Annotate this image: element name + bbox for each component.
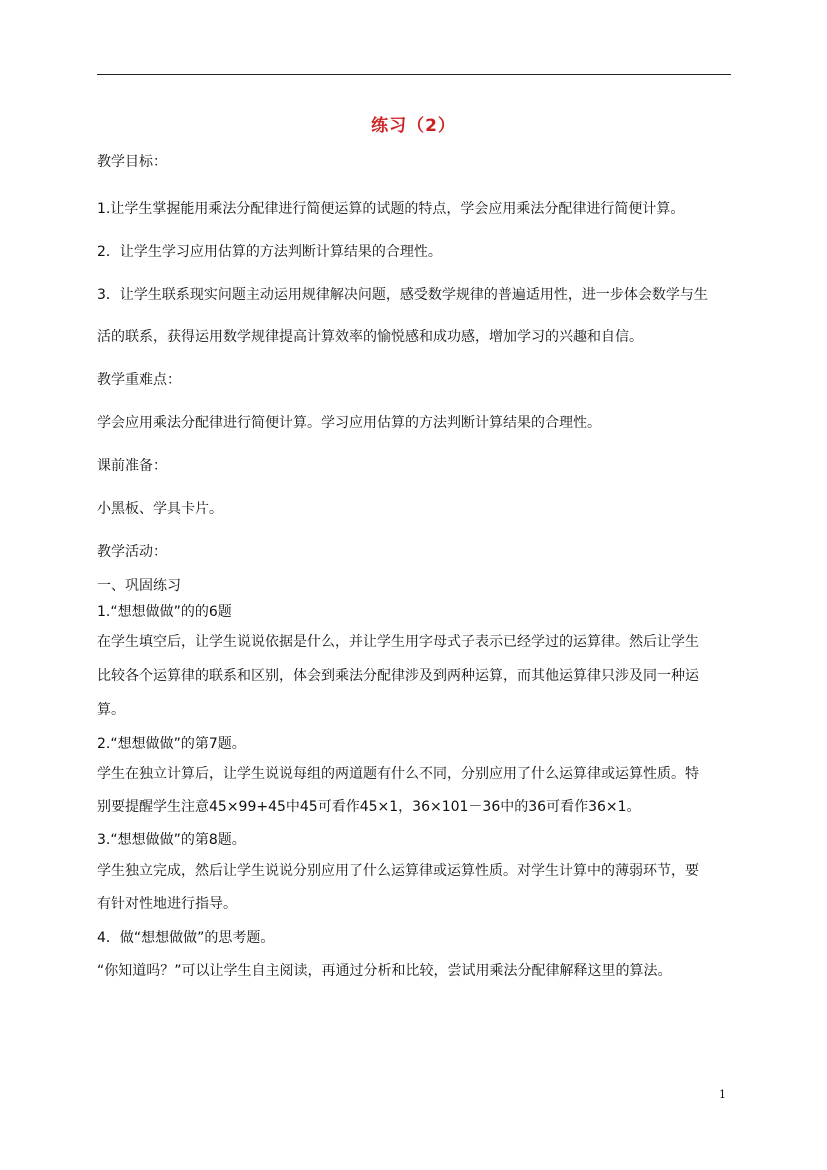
paragraph-line: 3．让学生联系现实问题主动运用规律解决问题，感受数学规律的普遍适用性，进一步体会数学与生 xyxy=(97,287,708,303)
paragraph-line: “你知道吗？”可以让学生自主阅读，再通过分析和比较，尝试用乘法分配律解释这里的算法。 xyxy=(97,963,672,979)
paragraph-line: 2．让学生学习应用估算的方法判断计算结果的合理性。 xyxy=(97,244,442,260)
paragraph-line: 学会应用乘法分配律进行简便计算。学习应用估算的方法判断计算结果的合理性。 xyxy=(97,415,601,431)
paragraph-line: 在学生填空后，让学生说说依据是什么，并让学生用字母式子表示已经学过的运算律。然后让学生 xyxy=(97,634,699,650)
subsection-heading: 一、巩固练习 xyxy=(97,578,181,594)
exercise-heading: 1.“想想做做”的的6题 xyxy=(97,604,232,620)
paragraph-line: 别要提醒学生注意45×99+45中45可看作45×1，36×101－36中的36可看作36×1。 xyxy=(97,799,641,815)
paragraph-line: 有针对性地进行指导。 xyxy=(97,896,237,912)
paragraph-line: 活的联系，获得运用数学规律提高计算效率的愉悦感和成功感，增加学习的兴趣和自信。 xyxy=(97,329,643,345)
paragraph-line: 学生独立完成，然后让学生说说分别应用了什么运算律或运算性质。对学生计算中的薄弱环节，要 xyxy=(97,863,699,879)
section-heading-activities: 教学活动： xyxy=(97,544,167,560)
paragraph-line: 1.让学生掌握能用乘法分配律进行简便运算的试题的特点，学会应用乘法分配律进行简便计算。 xyxy=(97,201,685,217)
section-heading-objectives: 教学目标： xyxy=(97,154,167,170)
exercise-heading: 4．做“想想做做”的思考题。 xyxy=(97,930,275,946)
paragraph-line: 小黑板、学具卡片。 xyxy=(97,501,223,517)
page-number: 1 xyxy=(719,1088,726,1101)
paragraph-line: 比较各个运算律的联系和区别，体会到乘法分配律涉及到两种运算，而其他运算律只涉及同一种运 xyxy=(97,668,699,684)
header-rule xyxy=(97,74,731,75)
paragraph-line: 学生在独立计算后，让学生说说每组的两道题有什么不同，分别应用了什么运算律或运算性质。特 xyxy=(97,766,699,782)
section-heading-key-points: 教学重难点： xyxy=(97,372,181,388)
exercise-heading: 3.“想想做做”的第8题。 xyxy=(97,832,246,848)
page-title: 练习（2） xyxy=(371,116,456,136)
exercise-heading: 2.“想想做做”的第7题。 xyxy=(97,736,246,752)
paragraph-line: 算。 xyxy=(97,702,125,718)
section-heading-preparation: 课前准备： xyxy=(97,458,167,474)
